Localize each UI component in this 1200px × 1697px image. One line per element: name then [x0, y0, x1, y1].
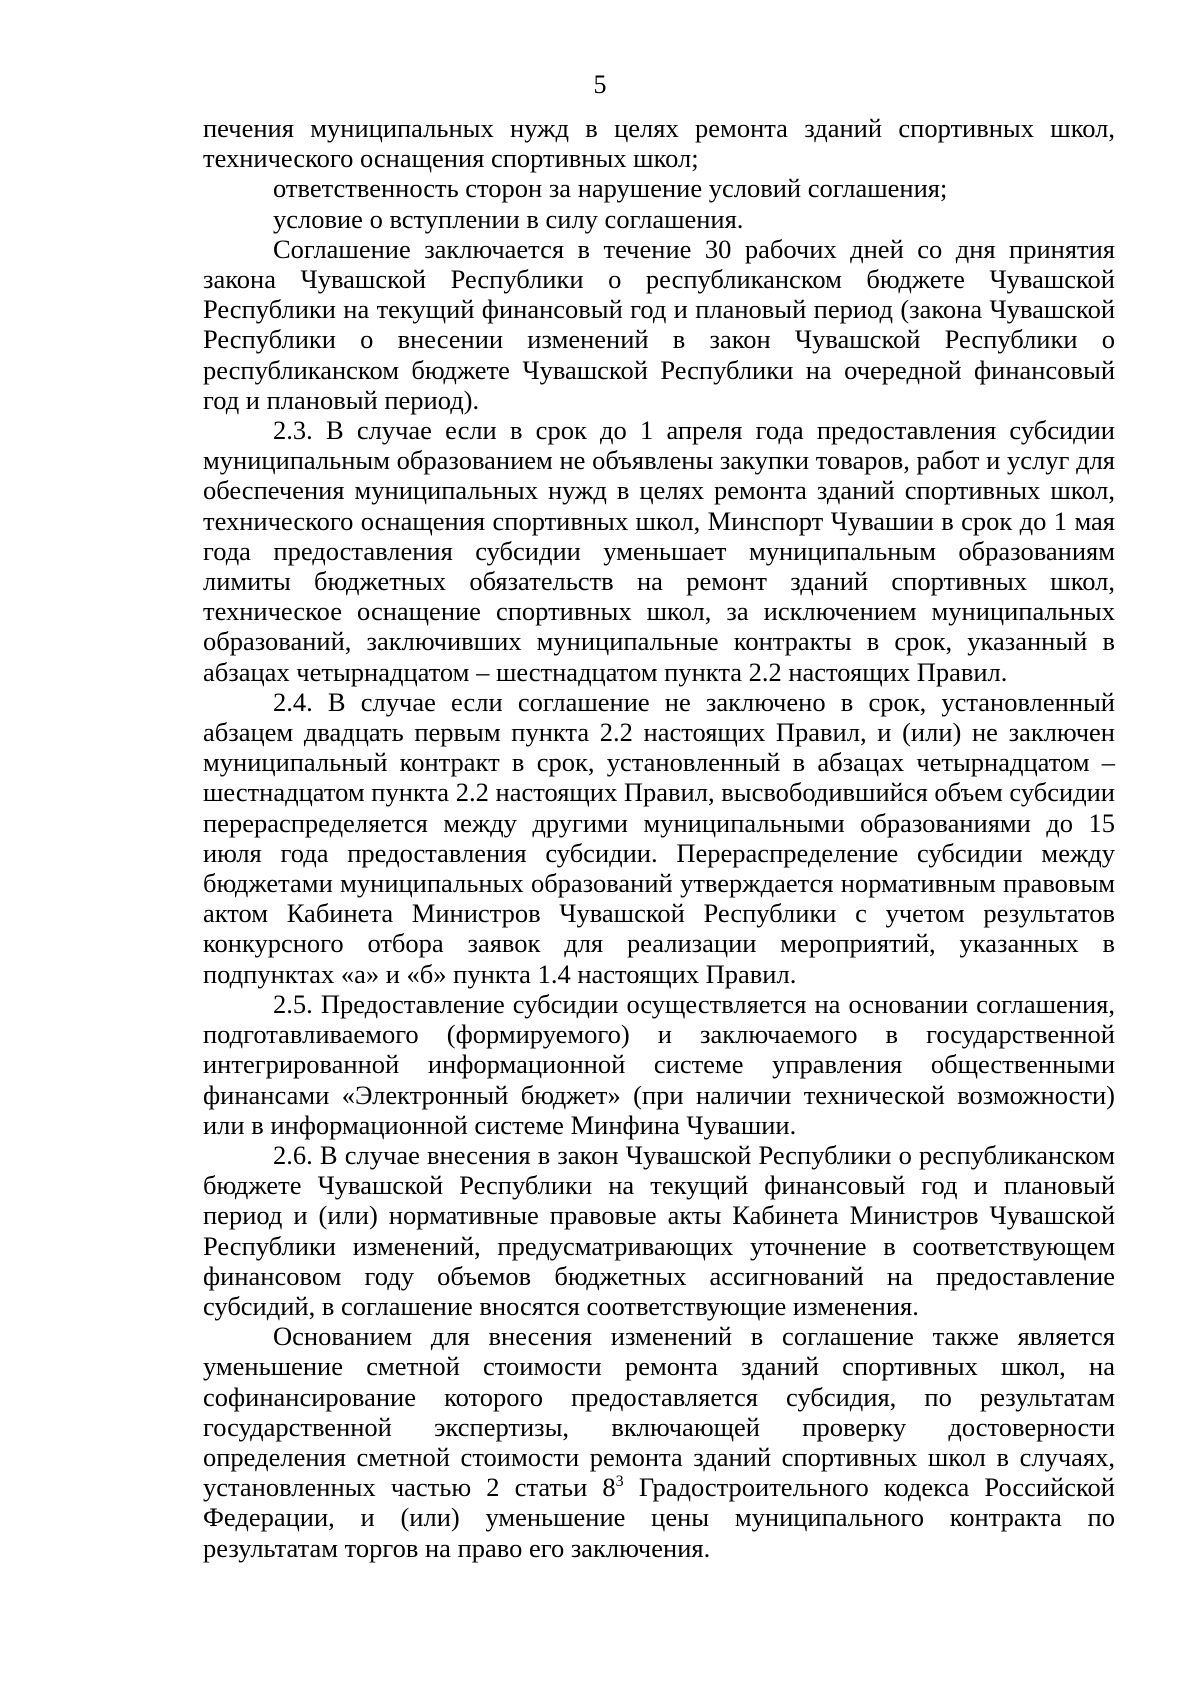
- paragraph-continuation: печения муниципальных нужд в целях ремонта зданий спортивных школ, технического оснащения спортивных школ;: [203, 113, 1115, 174]
- paragraph-2-4: 2.4. В случае если соглашение не заключено в срок, установленный абзацем двадцать первым пункта 2.2 настоящих Правил, и (или) не заключен муниципальный контракт в срок, установленный в абзацах четырнадцатом – шестнадцатом пункта 2.2 настоящих Правил, высвободившийся объем субсидии перераспределяется между другими муниципальными образованиями до 15 июля года предоставления субсидии. Перераспределение субсидии между бюджетами муниципальных образований утверждается нормативным правовым актом Кабинета Министров Чувашской Республики с учетом результатов конкурсного отбора заявок для реализации мероприятий, указанных в подпунктах «а» и «б» пункта 1.4 настоящих Правил.: [203, 686, 1115, 989]
- paragraph-2-6: 2.6. В случае внесения в закон Чувашской Республики о республиканском бюджете Чувашской Республики на текущий финансовый год и плановый период и (или) нормативные правовые акты Кабинета Министров Чувашской Республики изменений, предусматривающих уточнение в соответствующем финансовом году объемов бюджетных ассигнований на предоставление субсидий, в соглашение вносятся соответствующие изменения.: [203, 1139, 1115, 1321]
- page-number: 5: [593, 70, 607, 99]
- paragraph-entry-into-force: условие о вступлении в силу соглашения.: [273, 203, 744, 234]
- paragraph-2-5: 2.5. Предоставление субсидии осуществляется на основании соглашения, подготавливаемого (формируемого) и заключаемого в государственной интегрированной информационной системе управления общественными финансами «Электронный бюджет» (при наличии технической возможности) или в информационной системе Минфина Чувашии.: [203, 988, 1115, 1140]
- article-superscript: 3: [615, 1473, 624, 1491]
- paragraph-2-3: 2.3. В случае если в срок до 1 апреля года предоставления субсидии муниципальным образованием не объявлены закупки товаров, работ и услуг для обеспечения муниципальных нужд в целях ремонта зданий спортивных школ, технического оснащения спортивных школ, Минспорт Чувашии в срок до 1 мая года предоставления субсидии уменьшает муниципальным образованиям лимиты бюджетных обязательств на ремонт зданий спортивных школ, техническое оснащение спортивных школ, за исключением муниципальных образований, заключивших муниципальные контракты в срок, указанный в абзацах четырнадцатом – шестнадцатом пункта 2.2 настоящих Правил.: [203, 415, 1115, 687]
- paragraph-grounds-for-changes: [203, 1321, 1115, 1563]
- paragraph-responsibility: ответственность сторон за нарушение условий соглашения;: [273, 173, 948, 204]
- grounds-text-before: Основанием для внесения изменений в соглашение также является уменьшение сметной стоимости ремонта зданий спортивных школ, на софинансирование которого предоставляется субсидия, по результатам государственной экспертизы, включающей проверку достоверности определения сметной стоимости ремонта зданий спортивных школ в случаях, установленных частью 2 статьи 8: [203, 1321, 1115, 1503]
- grounds-text-after: Градостроительного кодекса Российской Федерации, и (или) уменьшение цены муниципального контракта по результатам торгов на право его заключения.: [203, 1472, 1115, 1563]
- paragraph-agreement-term: Соглашение заключается в течение 30 рабочих дней со дня принятия закона Чувашской Республики о республиканском бюджете Чувашской Республики на текущий финансовый год и плановый период (закона Чувашской Республики о внесении изменений в закон Чувашской Республики о республиканском бюджете Чувашской Республики на очередной финансовый год и плановый период).: [203, 233, 1115, 415]
- document-body: [203, 113, 1115, 1563]
